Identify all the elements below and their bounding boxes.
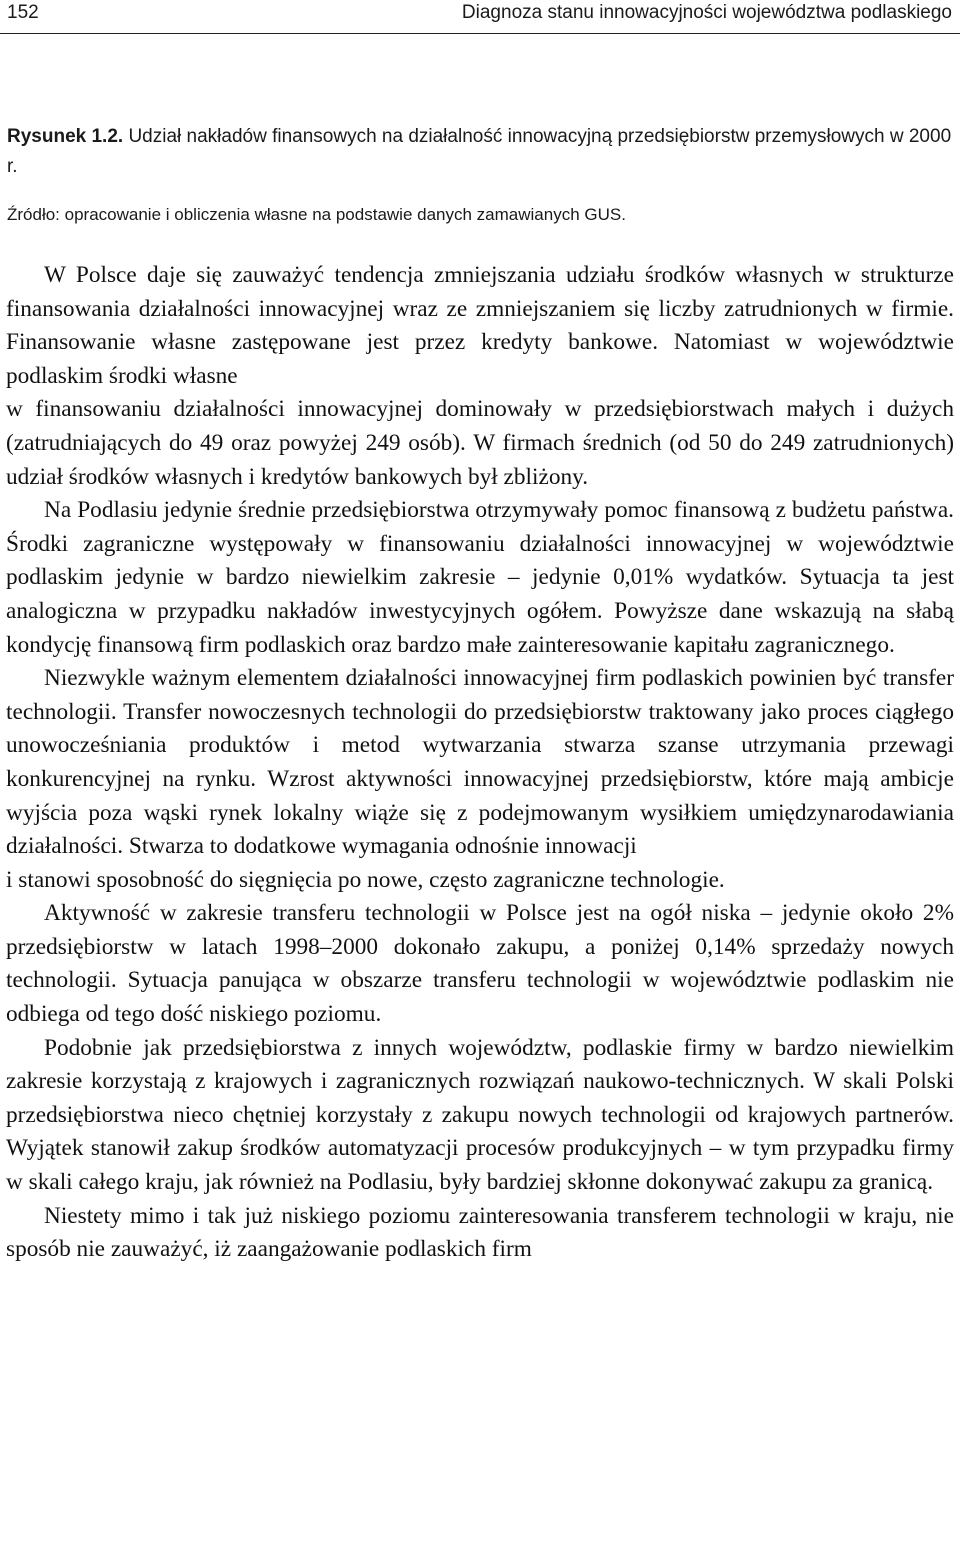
paragraph: Niezwykle ważnym elementem działalności innowacyjnej firm podlaskich powinien być transfer technologii. Transfer nowoczesnych technologii do przedsiębiorstw traktowany jako proces ciągłego unowocześniania produktów i metod wytwarzania stwarza szanse utrzymania przewagi konkurencyjnej na rynku. Wzrost aktywności innowacyjnej przedsiębiorstw, które mają ambicje wyjścia poza wąski rynek lokalny wiąże się z podejmowanym wysiłkiem umiędzynarodawiania działalności. Stwarza to dodatkowe wymagania odnośnie innowacji <box>6 665 954 860</box>
page-number: 152 <box>7 2 39 23</box>
paragraph: Niestety mimo i tak już niskiego poziomu zainteresowania transferem technologii w kraju, nie sposób nie zauważyć, iż zaangażowanie podlaskich firm <box>6 1202 954 1263</box>
paragraph: W Polsce daje się zauważyć tendencja zmniejszania udziału środków własnych w strukturze finansowania działalności innowacyjnej wraz ze zmniejszaniem się liczby zatrudnionych w firmie. Finansowanie własne zastępowane jest przez kredyty bankowe. Natomiast w województwie podlaskim środki własne <box>6 262 954 389</box>
paragraph: w finansowaniu działalności innowacyjnej dominowały w przedsiębiorstwach małych i dużych (zatrudniających do 49 oraz powyżej 249 osób). W firmach średnich (od 50 do 249 zatrudnionych) udział środków własnych i kredytów bankowych był zbliżony. <box>6 396 954 490</box>
figure-caption <box>7 122 955 182</box>
paragraph: Podobnie jak przedsiębiorstwa z innych województw, podlaskie firmy w bardzo niewielkim zakresie korzystają z krajowych i zagranicznych rozwiązań naukowo-technicznych. W skali Polski przedsiębiorstwa nieco chętniej korzystały z zakupu nowych technologii od krajowych partnerów. Wyjątek stanowił zakup środków automatyzacji procesów produkcyjnych – w tym przypadku firmy w skali całego kraju, jak również na Podlasiu, były bardziej skłonne dokonywać zakupu za granicą. <box>6 1034 954 1196</box>
running-title: Diagnoza stanu innowacyjności województwa podlaskiego <box>461 2 952 23</box>
paragraph: Na Podlasiu jedynie średnie przedsiębiorstwa otrzymywały pomoc finansową z budżetu państwa. Środki zagraniczne występowały w finansowaniu działalności innowacyjnej w województwie podlaskim jedynie w bardzo niewielkim zakresie – jedynie 0,01% wydatków. Sytuacja ta jest analogiczna w przypadku nakładów inwestycyjnych ogółem. Powyższe dane wskazują na słabą kondycję finansową firm podlaskich oraz bardzo małe zainteresowanie kapitału zagranicznego. <box>6 497 954 658</box>
paragraph: Aktywność w zakresie transferu technologii w Polsce jest na ogół niska – jedynie około 2% przedsiębiorstw w latach 1998–2000 dokonało zakupu, a poniżej 0,14% sprzedaży nowych technologii. Sytuacja panująca w obszarze transferu technologii w województwie podlaskim nie odbiega od tego dość niskiego poziomu. <box>6 900 954 1028</box>
page-header <box>0 0 960 34</box>
body-text <box>6 259 954 1267</box>
figure-caption-text: Udział nakładów finansowych na działalność innowacyjną przedsiębiorstw przemysłowych w 2000 r. <box>7 126 952 177</box>
figure-caption-label: Rysunek 1.2. <box>7 126 124 147</box>
figure-source: Źródło: opracowanie i obliczenia własne na podstawie danych zamawianych GUS. <box>7 205 626 224</box>
paragraph: i stanowi sposobność do sięgnięcia po nowe, często zagraniczne technologie. <box>6 866 725 893</box>
header-rule <box>0 33 960 34</box>
